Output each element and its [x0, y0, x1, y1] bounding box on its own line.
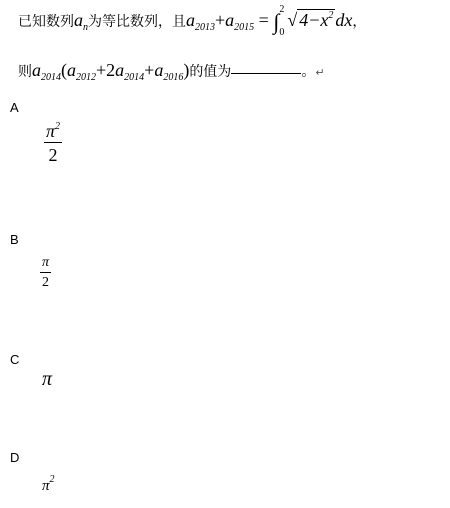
math-expression: $a_{2014}(a_{2012}+2a_{2014}+a_{2016})$: [32, 60, 190, 83]
answer-blank: [231, 72, 301, 74]
question-text: 已知数列: [18, 14, 74, 30]
question-text: 为等比数列，且: [88, 14, 186, 30]
question-line-2: [18, 60, 325, 83]
option-c-value[interactable]: π: [42, 368, 53, 390]
return-icon: ↵: [315, 66, 325, 79]
option-a-value[interactable]: [44, 122, 62, 166]
option-c-letter: C: [10, 352, 20, 367]
sequence-variable: $a_n$: [74, 10, 88, 33]
question-text: ，: [352, 14, 367, 30]
fraction: $\frac{\pi}{2}$: [42, 255, 50, 290]
option-b-letter: B: [10, 232, 19, 247]
question-text: 的值为: [189, 64, 232, 80]
integral-symbol: ∫: [273, 9, 280, 34]
question-text: 则: [18, 64, 32, 80]
fraction: $\frac{\pi^2}{2}$: [46, 121, 61, 165]
sqrt-expression: √ $4-x^2$: [287, 10, 334, 30]
integral-limits: 2 0: [279, 4, 285, 38]
option-a-letter: A: [10, 100, 19, 115]
option-d-letter: D: [10, 450, 20, 465]
question-line-1: [18, 4, 367, 38]
option-d-value[interactable]: $\pi^2$: [42, 474, 55, 494]
math-expression: $a_{2013}+a_{2015}$ = ∫ 2 0 √ $4-x^2$ dx: [186, 4, 353, 38]
option-b-value[interactable]: [40, 256, 51, 291]
question-text: 。: [301, 64, 316, 80]
